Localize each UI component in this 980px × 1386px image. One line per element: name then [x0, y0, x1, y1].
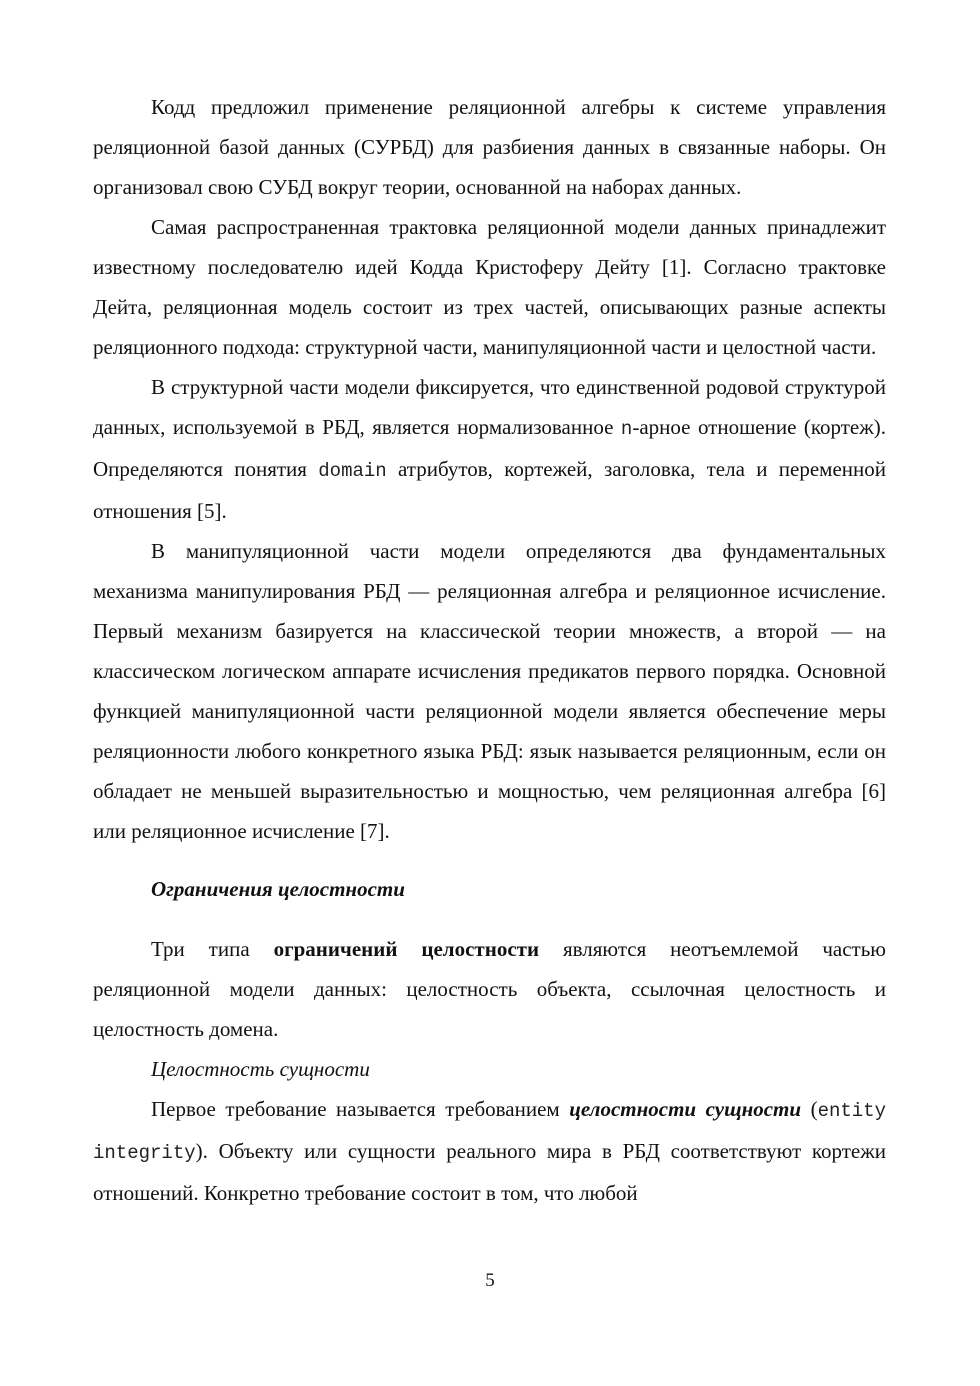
text-run: -арное отношение (кортеж). Определяются понятия — [93, 415, 886, 481]
text-run: ). Объекту или сущности реального мира в РБД соответствуют кортежи отношений. Конкретно требование состоит в том, что любой — [93, 1139, 886, 1205]
code-n: n — [620, 418, 633, 440]
page-number: 5 — [485, 1270, 495, 1291]
code-domain: domain — [318, 460, 387, 482]
paragraph-three-integrity-types — [93, 929, 886, 1049]
text-run: атрибутов, кортежей, заголовка, тела и переменной отношения [5]. — [93, 457, 886, 523]
bold-italic-term: целостности сущности — [569, 1097, 802, 1121]
text-run: Первое требование называется требованием — [151, 1097, 570, 1121]
text-run: являются неотъемлемой частью реляционной модели данных: целостность объекта, ссылочная целостность и целостность домена. — [93, 937, 886, 1041]
paragraph-date-interpretation: Самая распространенная трактовка реляционной модели данных принадлежит известному последователю идей Кодда Кристоферу Дейту [1]. Согласно трактовке Дейта, реляционная модель состоит из трех частей, описывающих разные аспекты реляционного подхода: структурной части, манипуляционной части и целостной части. — [93, 215, 886, 359]
text-run: ( — [801, 1097, 818, 1121]
section-heading-integrity-constraints: Ограничения целостности — [151, 877, 405, 901]
paragraph-codd-algebra: Кодд предложил применение реляционной алгебры к системе управления реляционной базой данных (СУРБД) для разбиения данных в связанные наборы. Он организовал свою СУБД вокруг теории, основанной на наборах данных. — [93, 95, 886, 199]
paragraph-entity-integrity — [93, 1089, 886, 1213]
code-entity-integrity: entity integrity — [93, 1100, 886, 1164]
document-page — [93, 87, 886, 1213]
text-run: В структурной части модели фиксируется, что единственной родовой структурой данных, используемой в РБД, является нормализованное — [93, 375, 886, 439]
bold-term: ограничений целостности — [273, 937, 540, 961]
paragraph-structural-part — [93, 367, 886, 531]
text-run: Три типа — [151, 937, 274, 961]
paragraph-manipulation-part: В манипуляционной части модели определяются два фундаментальных механизма манипулирования РБД — реляционная алгебра и реляционное исчисление. Первый механизм базируется на классической теории множеств, а второй — на классическом логическом аппарате исчисления предикатов первого порядка. Основной функцией манипуляционной части реляционной модели является обеспечение меры реляционности любого конкретного языка РБД: язык называется реляционным, если он обладает не меньшей выразительностью и мощностью, чем реляционная алгебра [6] или реляционное исчисление [7]. — [93, 539, 886, 843]
subheading-entity-integrity: Целостность сущности — [151, 1057, 370, 1081]
